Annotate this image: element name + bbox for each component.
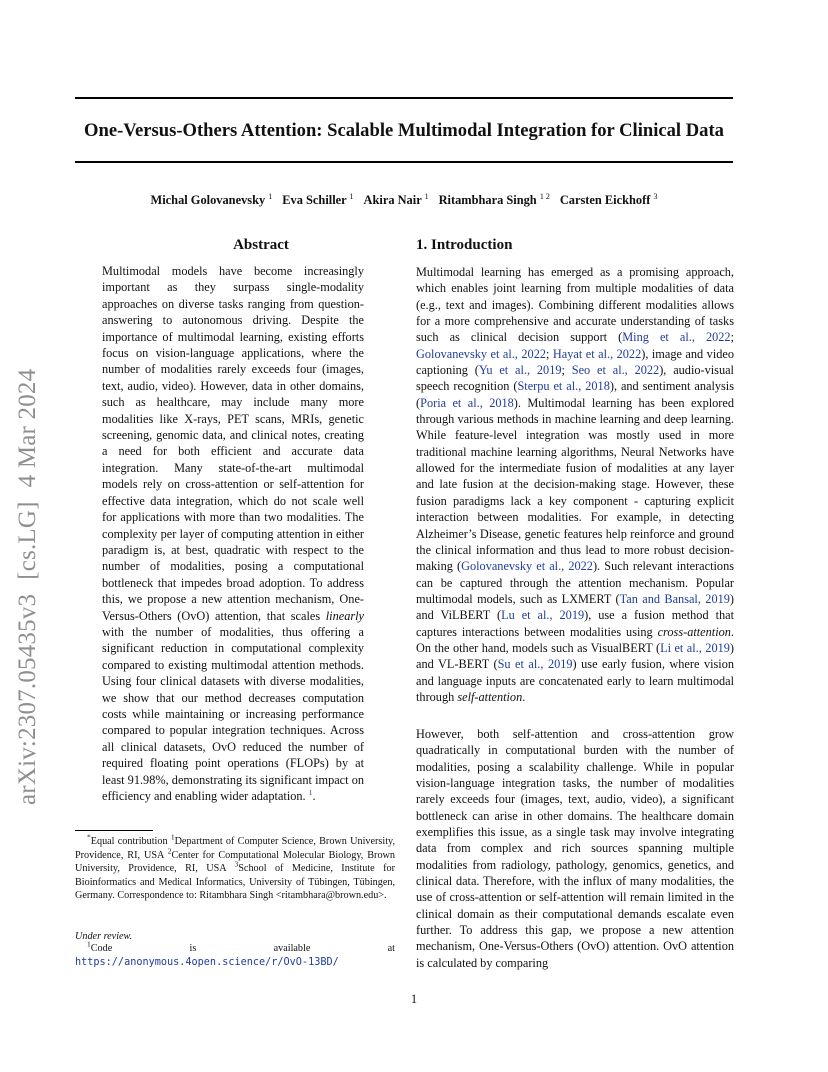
body-text: ), use a fusion method that captures interactions between modalities using (416, 608, 735, 639)
affiliation-text: Center for Computational Molecular Biology, Brown University, Providence, RI, USA (75, 849, 395, 874)
affiliation-text: School of Medicine, Institute for Bioinformatics and Medical Informatics, University of Tübingen, Tübingen, Germany. Correspondence to: Ritambhara Singh <ritambhara@brown.edu>. (75, 863, 395, 901)
page-number: 1 (410, 992, 418, 1006)
citation-link[interactable]: Su et al., 2019 (497, 657, 573, 672)
author-affiliation-mark: 1 (268, 191, 273, 201)
body-text: ), audio-visual speech recognition ( (416, 363, 734, 394)
body-text: ; (546, 346, 553, 361)
author-name: Michal Golovanevsky (150, 193, 266, 207)
author-affiliation-mark: 1 (349, 191, 354, 201)
citation-link[interactable]: Golovanevsky et al., 2022 (461, 559, 593, 574)
abstract-text-part: with the number of modalities, thus offering a significant reduction in computational complexity compared to existing multimodal attention methods. Using four clinical datasets with diverse modalities, we show that our method decreases computation costs while maintaining or increasing performance compared to popular integration techniques. Across all clinical datasets, OvO reduced the number of required floating point operations (FLOPs) by at least 91.98%, demonstrating its significant impact on efficiency and enabling wider adaptation. (102, 624, 364, 803)
body-text: ), image and video captioning ( (416, 346, 734, 378)
author-affiliation-mark: 3 (653, 191, 658, 201)
code-footnote-mark: 1 (87, 939, 91, 949)
affil-mark: 2 (167, 846, 172, 856)
body-text: Multimodal learning has emerged as a promising approach, which enables joint learning from multiple modalities of data (e.g., text and images). Combining different modalities allows for a more comprehensive and accurate understanding of tasks such as clinical decision support ( (416, 265, 734, 345)
affiliation-text: Department of Computer Science, Brown University, Providence, RI, USA (75, 836, 396, 861)
under-review-note: Under review. (75, 931, 133, 942)
introduction-paragraph-1 (416, 264, 734, 705)
author-name: Carsten Eickhoff (559, 193, 651, 207)
title-top-rule (75, 97, 733, 99)
abstract-footnote-mark[interactable]: 1 (308, 787, 313, 797)
abstract-emphasis: linearly (325, 608, 364, 623)
equal-contribution-text: Equal contribution (90, 836, 171, 847)
abstract-text-part: Multimodal models have become increasingly important as they surpass single-modality approaches on diverse tasks ranging from question-answering to autonomous driving. Despite the importance of multimodal learning, existing efforts focus on vision-language applications, where the number of modalities rarely exceeds four (images, text, audio, video). However, data in other domains, such as healthcare, may include many more modalities like X-rays, PET scans, MRIs, genetic screening, genomic data, and clinical notes, creating a need for both efficient and accurate data integration. Many state-of-the-art multimodal models rely on cross-attention or self-attention for effective data integration, which do not scale well for applications with more than two modalities. The complexity per layer of computing attention in either paradigm is, at best, quadratic with respect to the number of modalities, posing a computational bottleneck that impedes broad adoption. To address this, we propose a new attention mechanism, One-Versus-Others (OvO) attention, that scales (102, 264, 364, 623)
author-name: Ritambhara Singh (438, 193, 537, 207)
body-text: ). Such relevant interactions can be captured through the attention mechanism. Popular multimodal models, such as LXMERT ( (416, 559, 734, 606)
body-text: ), and sentiment analysis ( (416, 379, 735, 410)
arxiv-date: 4 Mar 2024 (14, 368, 41, 488)
author-affiliation-mark: 1 2 (539, 191, 550, 201)
author-name: Eva Schiller (282, 193, 347, 207)
citation-link[interactable]: Golovanevsky et al., 2022 (416, 346, 546, 361)
body-text: ) and ViLBERT ( (416, 591, 734, 623)
introduction-paragraph-2: However, both self-attention and cross-attention grow quadratically in computational burden with the number of modalities, posing a scalability challenge. While in popular vision-language integration tasks, the number of modalities rarely exceeds four (images, text, audio, video), a significant bottleneck can arise in other domains. The healthcare domain exemplifies this issue, as a single task may involve integrating data from complex and rich sources spanning multiple modalities from radiology, pathology, genomics, genetics, and clinical data. Therefore, with the influx of many modalities, the use of cross-attention or self-attention will remain limited in the clinical domain as their computational demands escalate even further. To address this gap, we propose a new attention mechanism, One-Versus-Others (OvO) attention. OvO attention is calculated by comparing (416, 727, 734, 970)
author-affiliation-mark: 1 (424, 191, 429, 201)
abstract-heading: Abstract (233, 237, 289, 253)
body-text: . (522, 689, 526, 704)
affil-mark: 3 (234, 859, 239, 869)
author-name: Akira Nair (363, 193, 422, 207)
paper-title: One-Versus-Others Attention: Scalable Multimodal Integration for Clinical Data (84, 120, 724, 141)
code-footnote-text: Code is available at (90, 943, 395, 954)
body-text: . On the other hand, models such as VisualBERT ( (416, 624, 734, 655)
footnote-rule (75, 830, 153, 831)
citation-link[interactable]: Sterpu et al., 2018 (517, 379, 610, 394)
introduction-heading: 1. Introduction (416, 237, 513, 253)
affiliation-footnote (75, 832, 396, 903)
title-bottom-rule (75, 161, 733, 163)
citation-link[interactable]: Yu et al., 2019 (478, 363, 562, 378)
code-footnote (75, 939, 395, 969)
citation-link[interactable]: Seo et al., 2022 (571, 363, 660, 378)
citation-link[interactable]: Poria et al., 2018 (420, 395, 514, 410)
author-list (75, 192, 733, 208)
citation-link[interactable]: Hayat et al., 2022 (552, 346, 642, 361)
citation-link[interactable]: Tan and Bansal, 2019 (619, 591, 730, 606)
citation-link[interactable]: Li et al., 2019 (660, 640, 730, 655)
body-text: ; (730, 330, 734, 345)
arxiv-category: [cs.LG] (14, 501, 41, 580)
body-text: ; (561, 363, 572, 378)
emphasis-text: cross-attention (657, 624, 731, 639)
arxiv-id: arXiv:2307.05435v3 (14, 593, 41, 805)
body-text: ) use early fusion, where vision and language inputs are concatenated early to learn multimodal through (416, 657, 735, 704)
code-link[interactable]: https://anonymous.4open.science/r/OvO-13BD/ (75, 956, 339, 968)
body-text: ) and VL-BERT ( (416, 640, 734, 672)
affil-mark: 1 (170, 832, 175, 842)
equal-mark: * (87, 832, 91, 842)
body-text: ). Multimodal learning has been explored through various methods in machine learning and deep learning. While feature-level integration was mostly used in more traditional machine learning algorithms, Neural Networks have allowed for the intermediate fusion of modalities at any layer and late fusion at the decision-making stage. However, these fusion paradigms lack a key component - capturing explicit interaction between modalities. For example, in detecting Alzheimer’s Disease, genetic features help reinforce and ground the clinical information and thus lead to more robust decision-making ( (416, 395, 734, 574)
emphasis-text: self-attention (457, 689, 523, 704)
arxiv-stamp (14, 245, 42, 805)
abstract-text: Multimodal models have become increasingly important as they surpass single-modality approaches on diverse tasks ranging from question-answering to autonomous driving. Despite the importance of multimodal learning, existing efforts focus on vision-language applications, where the number of modalities rarely exceeds four (images, text, audio, video). However, data in other domains, such as healthcare, may include many more modalities like X-rays, PET scans, MRIs, genetic screening, genomic data, and clinical notes, creating a need for both efficient and accurate data integration. Many state-of-the-art multimodal models rely on cross-attention or self-attention for effective data integration, which do not scale well for applications with more than two modalities. The complexity per layer of computing attention in either paradigm is, at best, quadratic with respect to the number of modalities, posing a computational bottleneck that impedes broad adoption. To address this, we propose a new attention mechanism, One-Versus-Others (OvO) attention, that scales linearly with the number of modalities, thus offering a significant reduction in computational complexity compared to existing multimodal attention methods. Using four clinical datasets with diverse modalities, we show that our method decreases computation costs while maintaining or increasing performance compared to popular integration techniques. Across all clinical datasets, OvO reduced the number of required floating point operations (FLOPs) by at least 91.98%, demonstrating its significant impact on efficiency and enabling wider adaptation. $^1$. (102, 264, 364, 803)
citation-link[interactable]: Lu et al., 2019 (501, 608, 585, 623)
citation-link[interactable]: Ming et al., 2022 (622, 330, 731, 345)
